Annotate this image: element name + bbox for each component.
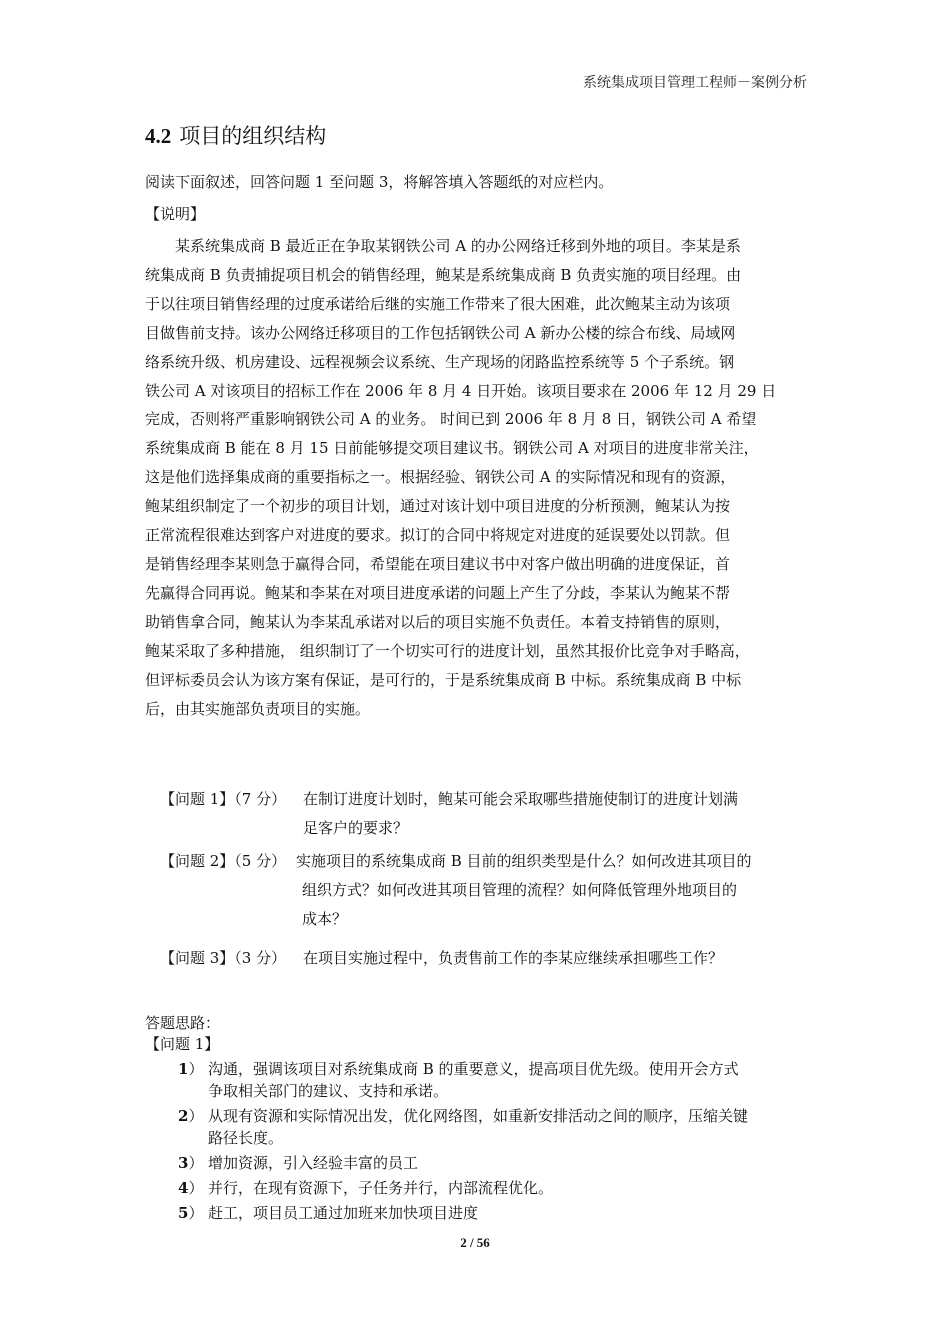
item-line: 沟通，强调该项目对系统集成商 B 的重要意义，提高项目优先级。使用开会方式 [208, 1060, 739, 1078]
answer-question-tag: 【问题 1】 [145, 1035, 220, 1053]
list-item-text [208, 1177, 808, 1199]
question-label: 【问题 3】（3 分） [160, 949, 287, 967]
question-line: 组织方式？如何改进其项目管理的流程？如何降低管理外地项目的 [302, 880, 738, 899]
paragraph-line: 铁公司 A 对该项目的招标工作在 2006 年 8 月 4 日开始。该项目要求在 2006 年 12 月 29 日 [145, 381, 777, 400]
section-title [145, 122, 326, 150]
paragraph-line: 先赢得合同再说。鲍某和李某在对项目进度承诺的问题上产生了分歧，李某认为鲍某不帮 [145, 583, 731, 602]
paragraph-line: 这是他们选择集成商的重要指标之一。根据经验、钢铁公司 A 的实际情况和现有的资源， [145, 468, 736, 487]
item-line: 增加资源，引入经验丰富的员工 [208, 1154, 419, 1172]
item-line: 赶工，项目员工通过加班来加快项目进度 [208, 1204, 479, 1222]
answer-heading: 答题思路： [145, 1014, 221, 1032]
paragraph-line: 后，由其实施部负责项目的实施。 [145, 699, 371, 718]
question-label: 【问题 2】（5 分） [160, 852, 287, 870]
paragraph-line: 统集成商 B 负责捕捉项目机会的销售经理，鲍某是系统集成商 B 负责实施的项目经理。由 [145, 265, 742, 284]
instruction-text: 阅读下面叙述，回答问题 1 至问题 3，将解答填入答题纸的对应栏内。 [145, 173, 614, 191]
question-text [296, 847, 752, 934]
list-item-number: 2） [178, 1107, 204, 1125]
section-title-text: 项目的组织结构 [179, 124, 327, 148]
list-item-text [208, 1105, 808, 1149]
question-line: 成本？ [302, 909, 348, 928]
question-line: 实施项目的系统集成商 B 目前的组织类型是什么？如何改进其项目的 [296, 852, 752, 870]
list-item [178, 1058, 808, 1102]
paragraph-line: 正常流程很难达到客户对进度的要求。拟订的合同中将规定对进度的延误要处以罚款。但 [145, 526, 731, 545]
question-line: 足客户的要求？ [303, 818, 409, 837]
paragraph-line: 但评标委员会认为该方案有保证，是可行的，于是系统集成商 B 中标。系统集成商 B 中标 [145, 670, 742, 689]
item-number: 5 [178, 1204, 189, 1222]
paragraph-line: 鲍某组织制定了一个初步的项目计划，通过对该计划中项目进度的分析预测，鲍某认为按 [145, 497, 731, 516]
paragraph-line: 某系统集成商 B 最近正在争取某钢铁公司 A 的办公网络迁移到外地的项目。李某是系 [175, 237, 741, 255]
list-item [178, 1105, 808, 1149]
answer-list [178, 1058, 808, 1227]
list-item [178, 1177, 808, 1199]
section-number: 4.2 [145, 124, 172, 148]
list-item [178, 1152, 808, 1174]
running-header: 系统集成项目管理工程师－案例分析 [583, 75, 807, 91]
paragraph-line: 助销售拿合同，鲍某认为李某乱承诺对以后的项目实施不负责任。本着支持销售的原则， [145, 612, 731, 631]
list-item-number: 4） [178, 1179, 204, 1197]
case-description [145, 232, 808, 723]
list-item-number: 1） [178, 1060, 204, 1078]
question-text [303, 944, 723, 973]
item-line: 并行，在现有资源下，子任务并行，内部流程优化。 [208, 1179, 554, 1197]
page-number: 2 / 56 [460, 1235, 490, 1250]
paragraph-line: 是销售经理李某则急于赢得合同，希望能在项目建议书中对客户做出明确的进度保证，首 [145, 554, 731, 573]
item-line: 争取相关部门的建议、支持和承诺。 [208, 1082, 449, 1100]
list-item [178, 1202, 808, 1224]
paragraph-line: 于以往项目销售经理的过度承诺给后继的实施工作带来了很大困难，此次鲍某主动为该项 [145, 294, 731, 313]
list-item-number: 5） [178, 1204, 204, 1222]
item-number: 3 [178, 1154, 189, 1172]
item-number: 1 [178, 1060, 189, 1078]
item-number: 4 [178, 1179, 189, 1197]
explanation-tag: 【说明】 [145, 205, 206, 223]
list-item-text [208, 1058, 808, 1102]
item-line: 从现有资源和实际情况出发，优化网络图，如重新安排活动之间的顺序，压缩关键 [208, 1107, 749, 1125]
paragraph-line: 完成，否则将严重影响钢铁公司 A 的业务。 时间已到 2006 年 8 月 8 日，钢铁公司 A 希望 [145, 410, 757, 429]
list-item-number: 3） [178, 1154, 204, 1172]
item-number: 2 [178, 1107, 189, 1125]
question-line: 在项目实施过程中，负责售前工作的李某应继续承担哪些工作？ [303, 949, 724, 967]
paragraph-line: 系统集成商 B 能在 8 月 15 日前能够提交项目建议书。钢铁公司 A 对项目的进度非常关注， [145, 439, 759, 458]
list-item-text [208, 1202, 808, 1224]
question-label: 【问题 1】（7 分） [160, 790, 287, 808]
question-line: 在制订进度计划时，鲍某可能会采取哪些措施使制订的进度计划满 [303, 790, 739, 808]
list-item-text [208, 1152, 808, 1174]
question-text [303, 785, 738, 843]
paragraph-line: 目做售前支持。该办公网络迁移项目的工作包括钢铁公司 A 新办公楼的综合布线、局域网 [145, 323, 736, 342]
paragraph-line: 鲍某采取了多种措施， 组织制订了一个切实可行的进度计划，虽然其报价比竞争对手略高， [145, 641, 750, 660]
paragraph-line: 络系统升级、机房建设、远程视频会议系统、生产现场的闭路监控系统等 5 个子系统。钢 [145, 352, 735, 371]
item-line: 路径长度。 [208, 1129, 284, 1147]
